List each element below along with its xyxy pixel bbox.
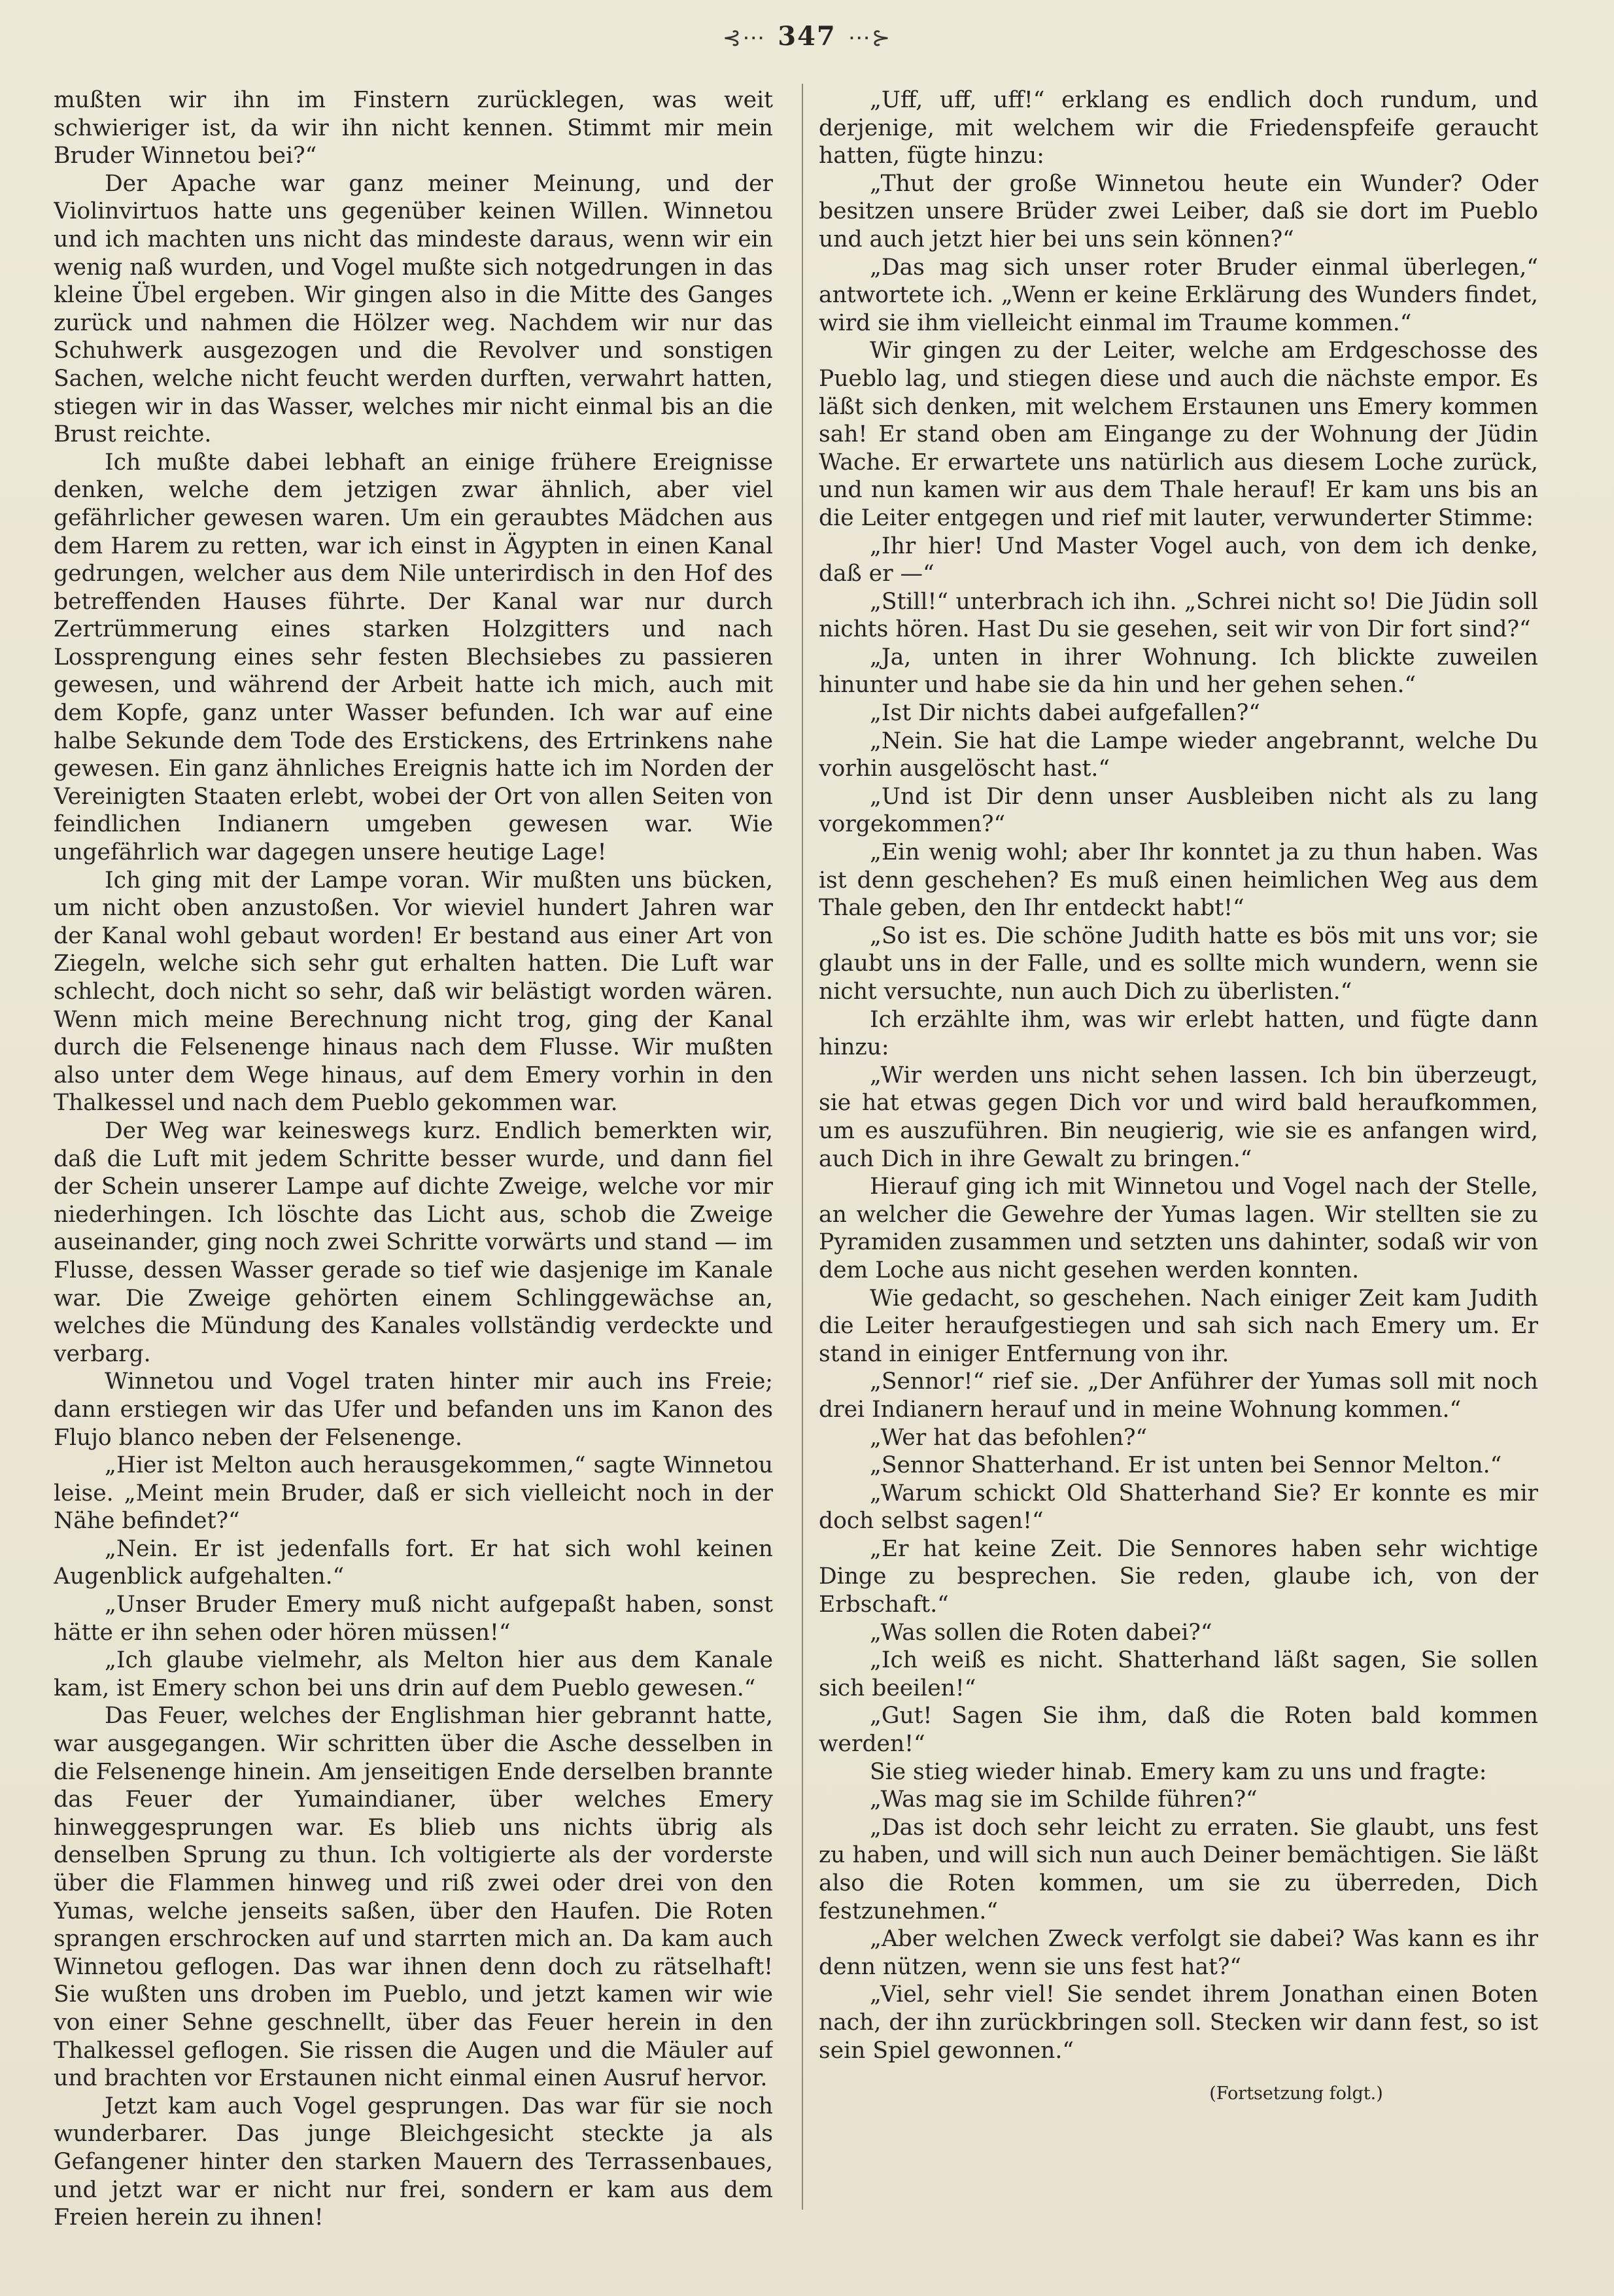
paragraph: Der Apache war ganz meiner Meinung, und der Violinvirtuos hatte uns gegenüber keinen Willen. Winnetou und ich machten uns nicht das mindeste daraus, wenn wir ein wenig naß wurden, und Vogel mußte sich notgedrungen in das kleine Übel ergeben. Wir gingen also in die Mitte des Ganges zurück und nahmen die Hölzer weg. Nachdem wir nur das Schuhwerk ausgezogen und die Revolver und sonstigen Sachen, welche nicht feucht werden durften, verwahrt hatten, stiegen wir in das Wasser, welches mir nicht einmal bis an die Brust reichte. (54, 170, 773, 448)
paragraph: „Gut! Sagen Sie ihm, daß die Roten bald kommen werden!“ (819, 1703, 1538, 1758)
paragraph: „So ist es. Die schöne Judith hatte es bös mit uns vor; sie glaubt uns in der Falle, und es sollte mich wundern, wenn sie nicht versuchte, nun auch Dich zu überlisten.“ (819, 922, 1538, 1005)
paragraph: „Ihr hier! Und Master Vogel auch, von dem ich denke, daß er —“ (819, 532, 1538, 587)
paragraph: „Wir werden uns nicht sehen lassen. Ich bin überzeugt, sie hat etwas gegen Dich vor und wird bald heraufkommen, um es auszuführen. Bin neugierig, wie sie es anfangen wird, auch Dich in ihre Gewalt zu bringen.“ (819, 1062, 1538, 1172)
paragraph: Der Weg war keineswegs kurz. Endlich bemerkten wir, daß die Luft mit jedem Schritte besser wurde, und dann fiel der Schein unserer Lampe auf dichte Zweige, welche vor mir niederhingen. Ich löschte das Licht aus, schob die Zweige auseinander, ging noch zwei Schritte vorwärts und stand — im Flusse, dessen Wasser gerade so tief wie dasjenige im Kanale war. Die Zweige gehörten einem Schlinggewächse an, welches die Mündung des Kanales vollständig verdeckte und verbarg. (54, 1117, 773, 1367)
paragraph: Ich erzählte ihm, was wir erlebt hatten, und fügte dann hinzu: (819, 1006, 1538, 1061)
paragraph: „Sennor!“ rief sie. „Der Anführer der Yumas soll mit noch drei Indianern herauf und in meine Wohnung kommen.“ (819, 1368, 1538, 1423)
paragraph: Jetzt kam auch Vogel gesprungen. Das war für sie noch wunderbarer. Das junge Bleichgesicht steckte ja als Gefangener hinter den starken Mauern des Terrassenbaues, und jetzt war er nicht nur frei, sondern er kam aus dem Freien herein zu ihnen! (54, 2093, 773, 2231)
paragraph: Ich mußte dabei lebhaft an einige frühere Ereignisse denken, welche dem jetzigen zwar ähnlich, aber viel gefährlicher gewesen waren. Um ein geraubtes Mädchen aus dem Harem zu retten, war ich einst in Ägypten in einen Kanal gedrungen, welcher aus dem Nile unterirdisch in den Hof des betreffenden Hauses führte. Der Kanal war nur durch Zertrümmerung eines starken Holzgitters und nach Lossprengung eines sehr festen Blechsiebes zu passieren gewesen, und während der Arbeit hatte ich mich, auch mit dem Kopfe, ganz unter Wasser befunden. Ich war auf eine halbe Sekunde dem Tode des Erstickens, des Ertrinkens nahe gewesen. Ein ganz ähnliches Ereignis hatte ich im Norden der Vereinigten Staaten erlebt, wobei der Ort von allen Seiten von feindlichen Indianern umgeben gewesen war. Wie ungefährlich war dagegen unsere heutige Lage! (54, 449, 773, 866)
paragraph: „Nein. Sie hat die Lampe wieder angebrannt, welche Du vorhin ausgelöscht hast.“ (819, 727, 1538, 782)
left-column (54, 86, 773, 2245)
paragraph: „Aber welchen Zweck verfolgt sie dabei? Was kann es ihr denn nützen, wenn sie uns fest hat?“ (819, 1926, 1538, 1980)
paragraph: „Und ist Dir denn unser Ausbleiben nicht als zu lang vorgekommen?“ (819, 783, 1538, 838)
paragraph: „Warum schickt Old Shatterhand Sie? Er konnte es mir doch selbst sagen!“ (819, 1480, 1538, 1535)
paragraph: „Ja, unten in ihrer Wohnung. Ich blickte zuweilen hinunter und habe sie da hin und her gehen sehen.“ (819, 644, 1538, 699)
paragraph: Das Feuer, welches der Englishman hier gebrannt hatte, war ausgegangen. Wir schritten über die Asche desselben in die Felsenenge hinein. Am jenseitigen Ende derselben brannte das Feuer der Yumaindianer, über welches Emery hinweggesprungen war. Es blieb uns nichts übrig als denselben Sprung zu thun. Ich voltigierte als der vorderste über die Flammen hinweg und riß zwei oder drei von den Yumas, welche jenseits saßen, über den Haufen. Die Roten sprangen erschrocken auf und starrten mich an. Da kam auch Winnetou geflogen. Das war ihnen denn doch zu rätselhaft! Sie wußten uns droben im Pueblo, und jetzt kamen wir wie von einer Sehne geschnellt, über das Feuer herein in den Thalkessel geflogen. Sie rissen die Augen und die Mäuler auf und brachten vor Erstaunen nicht einmal einen Ausruf hervor. (54, 1703, 773, 2092)
paragraph: „Uff, uff, uff!“ erklang es endlich doch rundum, und derjenige, mit welchem wir die Friedenspfeife geraucht hatten, fügte hinzu: (819, 87, 1538, 169)
paragraph: „Thut der große Winnetou heute ein Wunder? Oder besitzen unsere Brüder zwei Leiber, daß sie dort im Pueblo und auch jetzt hier bei uns sein können?“ (819, 170, 1538, 252)
paragraph: „Was mag sie im Schilde führen?“ (870, 1786, 1258, 1813)
ornament-left-icon: ⊰⋯ (722, 25, 766, 51)
column-divider (802, 84, 803, 2210)
paragraph: „Das ist doch sehr leicht zu erraten. Sie glaubt, uns fest zu haben, und will sich nun auch Deiner bemächtigen. Sie läßt also die Roten kommen, um sie zu überreden, Dich festzunehmen.“ (819, 1814, 1538, 1924)
paragraph: „Er hat keine Zeit. Die Sennores haben sehr wichtige Dinge zu besprechen. Sie reden, glaube ich, von der Erbschaft.“ (819, 1535, 1538, 1618)
paragraph: „Ich weiß es nicht. Shatterhand läßt sagen, Sie sollen sich beeilen!“ (819, 1647, 1538, 1701)
paragraph: „Hier ist Melton auch herausgekommen,“ sagte Winnetou leise. „Meint mein Bruder, daß er sich vielleicht noch in der Nähe befindet?“ (54, 1452, 773, 1535)
page-header (0, 21, 1614, 52)
page-number: 347 (778, 21, 836, 52)
paragraph: „Wer hat das befohlen?“ (870, 1424, 1148, 1451)
paragraph: „Sennor Shatterhand. Er ist unten bei Sennor Melton.“ (870, 1452, 1502, 1479)
paragraph: Ich ging mit der Lampe voran. Wir mußten uns bücken, um nicht oben anzustoßen. Vor wieviel hundert Jahren war der Kanal wohl gebaut worden! Er bestand aus einer Art von Ziegeln, welche sich sehr gut erhalten hatten. Die Luft war schlecht, doch nicht so sehr, daß wir belästigt worden wären. Wenn mich meine Berechnung nicht trog, ging der Kanal durch die Felsenenge hinaus nach dem Flusse. Wir mußten also unter dem Wege hinaus, auf dem Emery vorhin in den Thalkessel und nach dem Pueblo gekommen war. (54, 867, 773, 1117)
paragraph: „Das mag sich unser roter Bruder einmal überlegen,“ antwortete ich. „Wenn er keine Erklärung des Wunders findet, wird sie ihm vielleicht einmal im Traume kommen.“ (819, 254, 1538, 336)
paragraph: „Nein. Er ist jedenfalls fort. Er hat sich wohl keinen Augenblick aufgehalten.“ (54, 1535, 773, 1590)
paragraph: „Still!“ unterbrach ich ihn. „Schrei nicht so! Die Jüdin soll nichts hören. Hast Du sie gesehen, seit wir von Dir fort sind?“ (819, 588, 1538, 643)
ornament-right-icon: ⋯⊱ (848, 25, 892, 51)
paragraph: „Viel, sehr viel! Sie sendet ihrem Jonathan einen Boten nach, der ihn zurückbringen soll. Stecken wir dann fest, so ist sein Spiel gewonnen.“ (819, 1981, 1538, 2064)
paragraph: Hierauf ging ich mit Winnetou und Vogel nach der Stelle, an welcher die Gewehre der Yumas lagen. Wir stellten sie zu Pyramiden zusammen und setzten uns dahinter, sodaß wir von dem Loche aus nicht gesehen werden konnten. (819, 1174, 1538, 1283)
paragraph: „Ich glaube vielmehr, als Melton hier aus dem Kanale kam, ist Emery schon bei uns drin auf dem Pueblo gewesen.“ (54, 1647, 773, 1701)
paragraph: „Ein wenig wohl; aber Ihr konntet ja zu thun haben. Was ist denn geschehen? Es muß einen heimlichen Weg aus dem Thale geben, den Ihr entdeckt habt!“ (819, 839, 1538, 922)
paragraph: Wir gingen zu der Leiter, welche am Erdgeschosse des Pueblo lag, und stiegen diese und auch die nächste empor. Es läßt sich denken, mit welchem Erstaunen uns Emery kommen sah! Er stand oben am Eingange zu der Wohnung der Jüdin Wache. Er erwartete uns natürlich aus diesem Loche zurück, und nun kamen wir aus dem Thale herauf! Er kam uns bis an die Leiter entgegen und rief mit lauter, verwunderter Stimme: (819, 338, 1538, 531)
paragraph: mußten wir ihn im Finstern zurücklegen, was weit schwieriger ist, da wir ihn nicht kennen. Stimmt mir mein Bruder Winnetou bei?“ (54, 87, 773, 169)
paragraph: Wie gedacht, so geschehen. Nach einiger Zeit kam Judith die Leiter heraufgestiegen und sah sich nach Emery um. Er stand in einiger Entfernung von ihr. (819, 1285, 1538, 1367)
paragraph: Sie stieg wieder hinab. Emery kam zu uns und fragte: (870, 1758, 1487, 1785)
paragraph: „Was sollen die Roten dabei?“ (870, 1619, 1212, 1646)
paragraph: Winnetou und Vogel traten hinter mir auch ins Freie; dann erstiegen wir das Ufer und befanden uns im Kanon des Flujo blanco neben der Felsenenge. (54, 1368, 773, 1451)
paragraph: „Unser Bruder Emery muß nicht aufgepaßt haben, sonst hätte er ihn sehen oder hören müssen!“ (54, 1592, 773, 1646)
paragraph: „Ist Dir nichts dabei aufgefallen?“ (870, 700, 1260, 727)
right-column (819, 86, 1538, 2245)
continued-note: (Fortsetzung folgt.) (1209, 2083, 1383, 2104)
